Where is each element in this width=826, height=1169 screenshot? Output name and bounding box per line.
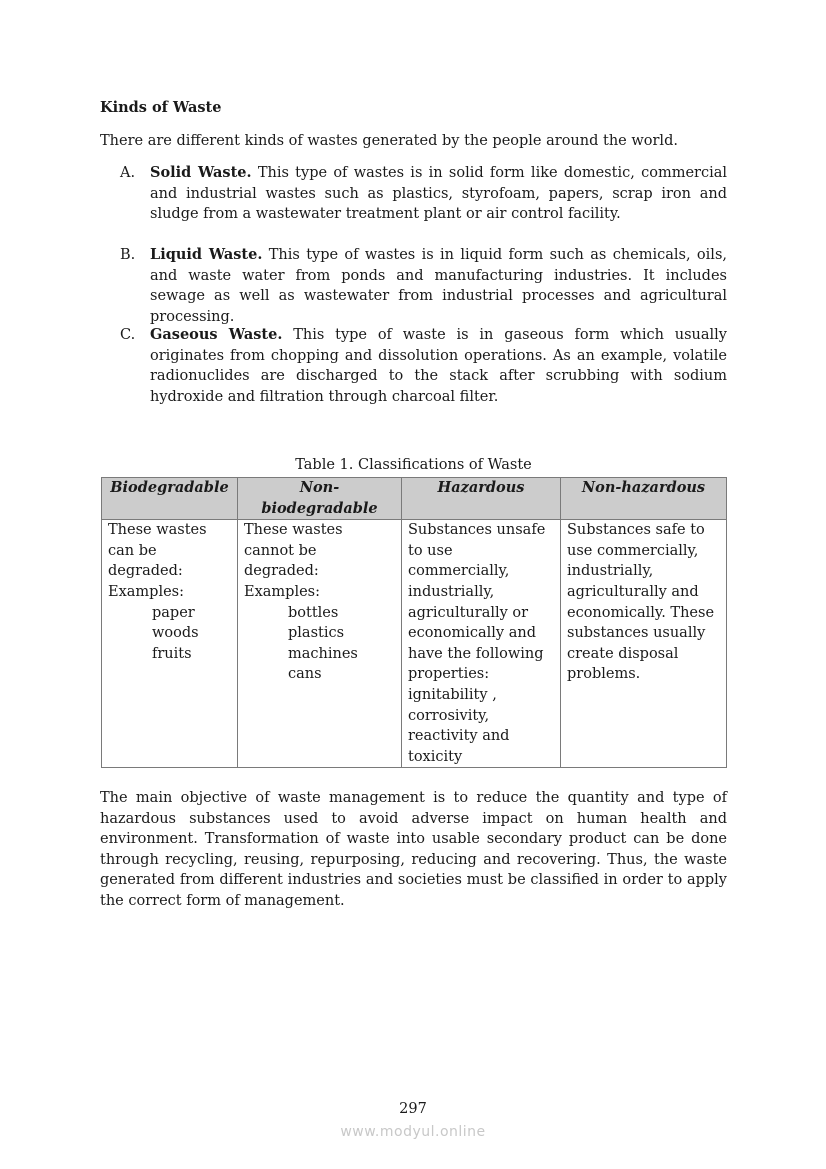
cell-line: to use	[408, 542, 453, 559]
cell-line: can be	[108, 542, 157, 559]
cell-line: commercially,	[408, 563, 510, 580]
header-non-hazardous: Non-hazardous	[561, 478, 727, 520]
header-hazardous: Hazardous	[402, 478, 561, 520]
watermark: www.modyul.online	[340, 1124, 486, 1140]
section-heading: Kinds of Waste	[100, 99, 222, 116]
cell-line: degraded:	[108, 563, 183, 580]
cell-line: toxicity	[408, 748, 463, 765]
header-biodegradable: Biodegradable	[102, 478, 238, 520]
list-item-text: This type of wastes is in solid form like domestic, commercial and industrial wastes such as plastics, styrofoam, papers, scrap iron and sludge from a wastewater treatment plant or air control facility.	[150, 165, 727, 223]
example-item: fruits	[152, 645, 192, 662]
list-item-title: Gaseous Waste.	[150, 326, 283, 343]
table-caption: Table 1. Classifications of Waste	[295, 457, 532, 473]
list-item-body	[150, 245, 727, 327]
cell-line: properties:	[408, 666, 490, 683]
cell-non-biodegradable	[238, 520, 402, 768]
list-item-text: This type of wastes is in liquid form such as chemicals, oils, and waste water from ponds and manufacturing industries. It includes sewage as well as wastewater from industrial processes and agricultural processing.	[150, 247, 727, 325]
cell-line: Examples:	[108, 583, 184, 600]
table-row	[102, 520, 727, 768]
closing-paragraph: The main objective of waste management is to reduce the quantity and type of hazardous substances used to avoid adverse impact on human health and environment. Transformation of waste into usable secondary product can be done through recycling, reusing, repurposing, reducing and recovering. Thus, the waste generated from different industries and societies must be classified in order to apply the correct form of management.	[100, 790, 727, 909]
cell-line: agriculturally and	[567, 583, 699, 600]
list-item-text: This type of waste is in gaseous form which usually originates from chopping and dissolution operations. As an example, volatile radionuclides are discharged to the stack after scrubbing with sodium hydroxide and filtration through charcoal filter.	[150, 327, 727, 405]
cell-line: reactivity and	[408, 728, 510, 745]
header-non-biodegradable	[238, 478, 402, 520]
cell-line: corrosivity,	[408, 707, 490, 724]
cell-biodegradable	[102, 520, 238, 768]
cell-line: Substances unsafe	[408, 522, 546, 539]
list-item-title: Solid Waste.	[150, 164, 252, 181]
list-item-body	[150, 163, 727, 225]
cell-line: economically. These	[567, 604, 715, 621]
cell-line: ignitability ,	[408, 686, 497, 703]
cell-line: economically and	[408, 625, 536, 642]
cell-line: have the following	[408, 645, 544, 662]
header-line: Non-	[299, 479, 340, 496]
list-letter: C.	[120, 327, 136, 343]
cell-line: cannot be	[244, 542, 317, 559]
cell-line: Examples:	[244, 583, 320, 600]
list-item-liquid-waste	[120, 245, 727, 327]
header-line: biodegradable	[261, 499, 378, 517]
table-header-row	[102, 478, 727, 520]
cell-line: These wastes	[244, 522, 343, 539]
cell-line: Substances safe to	[567, 522, 705, 539]
example-item: plastics	[288, 625, 345, 642]
list-letter: A.	[120, 165, 136, 181]
list-item-title: Liquid Waste.	[150, 246, 263, 263]
cell-line: problems.	[567, 666, 641, 683]
example-item: cans	[288, 666, 322, 683]
page-number: 297	[399, 1101, 427, 1117]
intro-paragraph: There are different kinds of wastes generated by the people around the world.	[100, 133, 678, 149]
cell-line: create disposal	[567, 645, 679, 662]
cell-hazardous	[402, 520, 561, 768]
cell-line: agriculturally or	[408, 604, 529, 621]
cell-line: These wastes	[108, 522, 207, 539]
classification-table	[101, 477, 727, 768]
example-item: paper	[152, 604, 195, 621]
example-item: woods	[152, 625, 199, 642]
list-item-solid-waste	[120, 163, 727, 225]
cell-line: industrially,	[408, 583, 495, 600]
cell-non-hazardous	[561, 520, 727, 768]
cell-line: industrially,	[567, 563, 654, 580]
example-item: machines	[288, 645, 358, 662]
cell-line: substances usually	[567, 625, 706, 642]
cell-line: use commercially,	[567, 542, 699, 559]
list-item-body	[150, 325, 727, 407]
list-letter: B.	[120, 247, 136, 263]
example-item: bottles	[288, 604, 339, 621]
cell-line: degraded:	[244, 563, 319, 580]
list-item-gaseous-waste	[120, 325, 727, 407]
